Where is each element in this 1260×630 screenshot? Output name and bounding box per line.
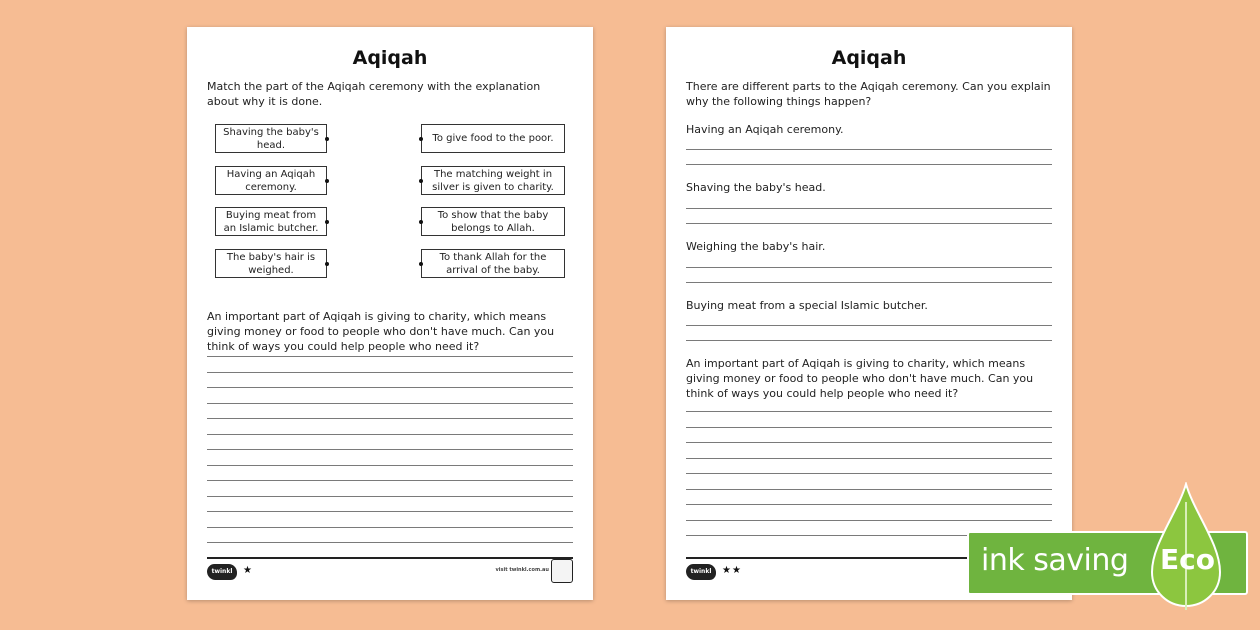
match-left-box: The baby's hair is weighed. [215,249,327,278]
footer-rule [207,557,573,559]
instruction-text: There are different parts to the Aqiqah ceremony. Can you explain why the following things happen? [686,80,1051,108]
writing-line[interactable] [686,282,1052,283]
match-right-box: To thank Allah for the arrival of the baby. [421,249,565,278]
writing-line[interactable] [686,520,1052,521]
difficulty-stars: ★★ [722,565,742,576]
writing-line[interactable] [207,449,573,450]
writing-line[interactable] [686,442,1052,443]
match-right-box: To show that the baby belongs to Allah. [421,207,565,236]
match-right-box: The matching weight in silver is given to charity. [421,166,565,195]
match-dot[interactable] [325,137,329,141]
prompt-text: Having an Aqiqah ceremony. [686,123,844,136]
match-dot[interactable] [325,220,329,224]
worksheet-matching [187,27,593,600]
prompt-text: Shaving the baby's head. [686,181,826,194]
writing-line[interactable] [686,427,1052,428]
writing-line[interactable] [686,149,1052,150]
writing-line[interactable] [686,458,1052,459]
writing-line[interactable] [686,164,1052,165]
match-left-box: Shaving the baby's head. [215,124,327,153]
charity-question: An important part of Aqiqah is giving to charity, which means giving money or food to people who don't have much. Can you think of ways you could help people who need it? [686,357,1034,400]
match-dot[interactable] [419,137,423,141]
difficulty-stars: ★ [243,565,253,576]
page-title: Aqiqah [352,47,428,69]
match-dot[interactable] [419,262,423,266]
writing-line[interactable] [686,325,1052,326]
match-left-box: Having an Aqiqah ceremony. [215,166,327,195]
writing-line[interactable] [207,542,573,543]
writing-line[interactable] [686,489,1052,490]
footer-url: visit twinkl.com.au [495,567,549,573]
writing-line[interactable] [686,267,1052,268]
quality-badge-icon [551,559,573,583]
prompt-text: Buying meat from a special Islamic butcher. [686,299,928,312]
writing-line[interactable] [686,340,1052,341]
prompt-text: Weighing the baby's hair. [686,240,826,253]
writing-line[interactable] [207,511,573,512]
twinkl-logo: twinkl [207,564,237,580]
writing-line[interactable] [207,496,573,497]
writing-line[interactable] [686,473,1052,474]
writing-line[interactable] [686,223,1052,224]
writing-line[interactable] [207,418,573,419]
match-left-box: Buying meat from an Islamic butcher. [215,207,327,236]
eco-label: Eco [1160,543,1215,576]
writing-line[interactable] [207,434,573,435]
writing-line[interactable] [207,527,573,528]
twinkl-logo: twinkl [686,564,716,580]
writing-line[interactable] [686,411,1052,412]
match-dot[interactable] [325,262,329,266]
charity-question: An important part of Aqiqah is giving to charity, which means giving money or food to people who don't have much. Can you think of ways you could help people who need it? [207,310,555,353]
writing-line[interactable] [207,403,573,404]
writing-line[interactable] [207,372,573,373]
writing-line[interactable] [207,356,573,357]
writing-line[interactable] [686,504,1052,505]
match-right-box: To give food to the poor. [421,124,565,153]
match-dot[interactable] [419,220,423,224]
page-title: Aqiqah [831,47,907,69]
ink-saving-label: ink saving [981,543,1129,578]
writing-line[interactable] [207,387,573,388]
instruction-text: Match the part of the Aqiqah ceremony with the explanation about why it is done. [207,80,541,108]
match-dot[interactable] [419,179,423,183]
worksheet-explain [666,27,1072,600]
match-dot[interactable] [325,179,329,183]
writing-line[interactable] [207,480,573,481]
writing-line[interactable] [686,208,1052,209]
writing-line[interactable] [207,465,573,466]
